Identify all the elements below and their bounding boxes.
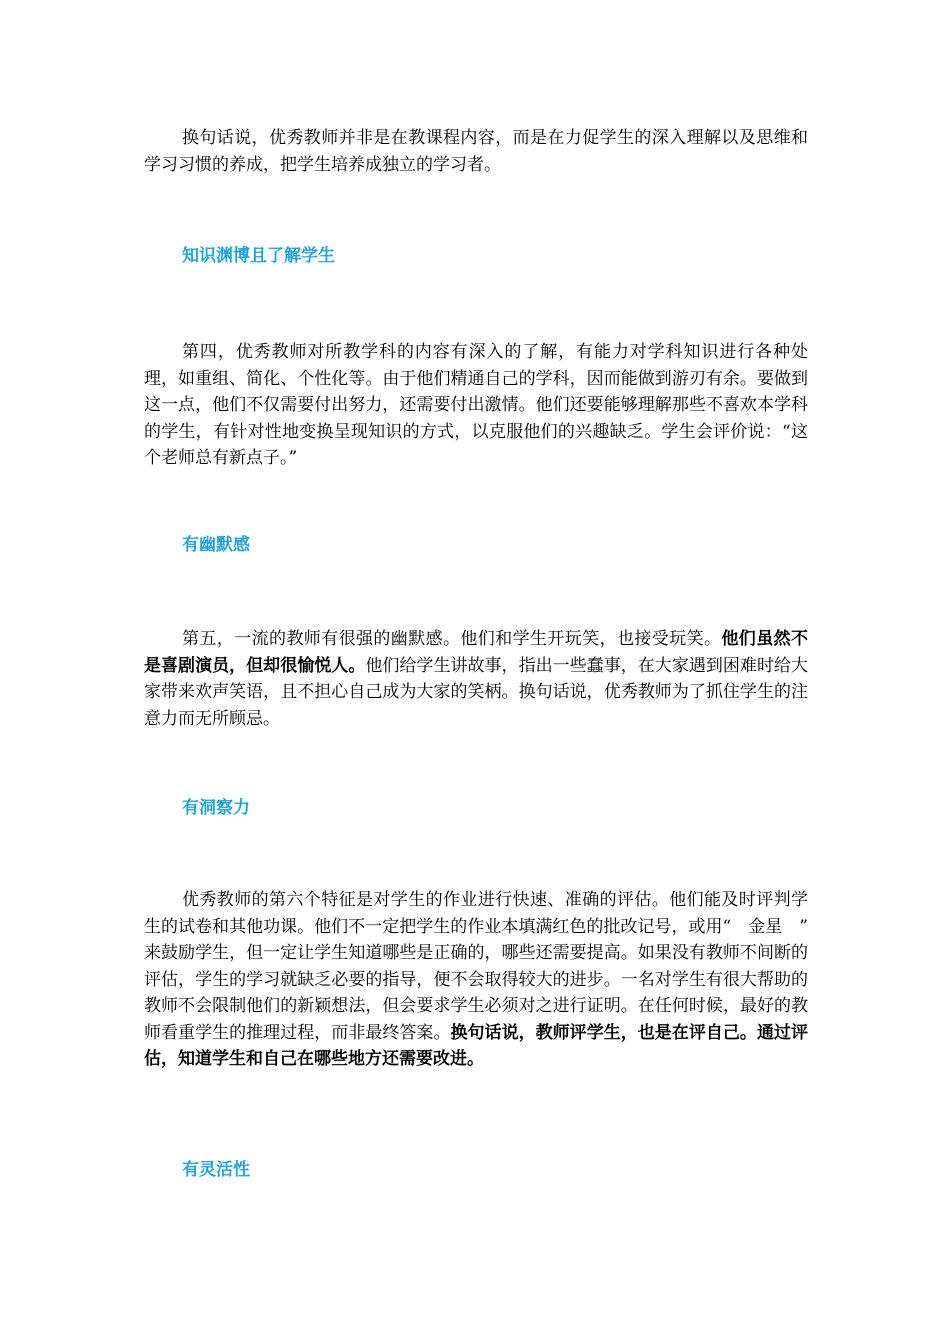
paragraph-fifth-trait (144, 626, 808, 732)
section-heading-flexibility: 有灵活性 (182, 1160, 250, 1180)
section-heading-insight: 有洞察力 (182, 798, 250, 818)
paragraph-bold-text: 他们虽然不是喜剧演员，但却很愉悦人。 (144, 629, 809, 676)
section-heading-humor: 有幽默感 (182, 535, 250, 555)
paragraph-text: 第四，优秀教师对所教学科的内容有深入的了解，有能力对学科知识进行各种处理，如重组、简化、个性化等。由于他们精通自己的学科，因而能做到游刃有余。要做到这一点，他们不仅需要付出努力，还需要付出激情。他们还要能够理解那些不喜欢本学科的学生，有针对性地变换呈现知识的方式，以克服他们的兴趣缺乏。学生会评价说：“这个老师总有新点子。” (144, 342, 808, 468)
paragraph-text: 优秀教师的第六个特征是对学生的作业进行快速、准确的评估。他们能及时评判学生的试卷和其他功课。他们不一定把学生的作业本填满红色的批改记号，或用“ 金星 ” 来鼓励学生，但一定让学生知道哪些是正确的，哪些还需要提高。如果没有教师不间断的评估，学生的学习就缺乏必要的指导，便不会取得较大的进步。一名对学生有很大帮助的教师不会限制他们的新颖想法，但会要求学生必须对之进行证明。在任何时候，最好的教师看重学生的推理过程，而非最终答案。 (144, 890, 825, 1043)
paragraph-text: 第五，一流的教师有很强的幽默感。他们和学生开玩笑，也接受玩笑。 (182, 629, 722, 649)
paragraph-text: 他们给学生讲故事，指出一些蠢事，在大家遇到困难时给大家带来欢声笑语，且不担心自己成为大家的笑柄。换句话说，优秀教师为了抓住学生的注意力而无所顾忌。 (144, 655, 809, 729)
paragraph-bold-text: 换句话说，教师评学生，也是在评自己。通过评估，知道学生和自己在哪些地方还需要改进。 (144, 1022, 809, 1069)
paragraph-fourth-trait (144, 339, 808, 472)
paragraph-intro (144, 125, 808, 178)
paragraph-sixth-trait (144, 887, 825, 1073)
paragraph-text: 换句话说，优秀教师并非是在教课程内容，而是在力促学生的深入理解以及思维和学习习惯的养成，把学生培养成独立的学习者。 (144, 128, 808, 175)
section-heading-knowledgeable: 知识渊博且了解学生 (182, 246, 335, 266)
